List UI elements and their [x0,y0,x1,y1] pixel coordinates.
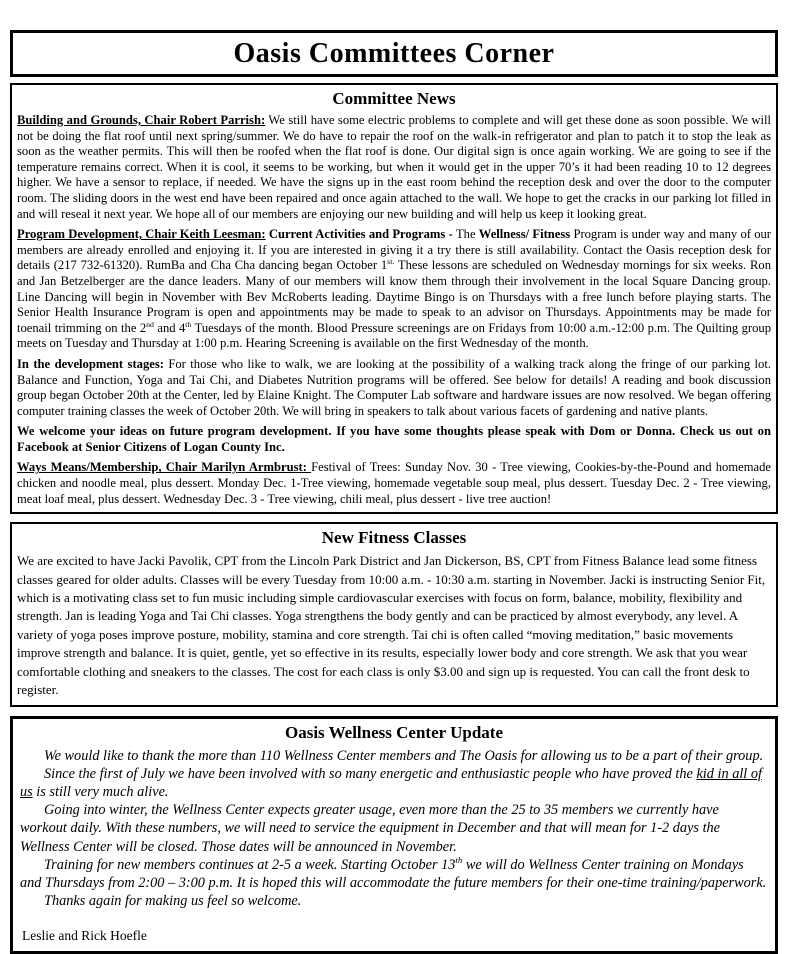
paragraph [17,357,771,419]
text-segment: In the development stages: [17,357,164,371]
text-segment: We still have some electric problems to complete and will get these done as soon possible. We will not be doing the flat roof until next spring/summer. We do have to repair the roof on the walk-in refrigerator and plan to patch it to stop the leak as soon as the weather permits. This will then be roofed when the flat roof is done. Our digital sign is once again working. We are going to see if the temperature remains correct. When it is cool, it seems to be working, but when it would get in the upper 70’s it had been reading 10 to 12 degrees higher. We have a sensor to replace, if needed. We have the signs up in the east room behind the reception desk and over the door to the computer room. The sliding doors in the west end have been repaired and once again attached to the wall. We hope to get the cracks in our parking lot filled in and will reseal it next year. We hope all of our members are enjoying our new building and will help us keep it looking great. [17,113,771,221]
paragraph [17,227,771,352]
text-segment: Building and Grounds, Chair Robert Parrish: [17,113,265,127]
paragraph [20,856,768,892]
paragraph [17,552,771,699]
text-segment: Wellness/ Fitness [479,227,574,241]
section-committee-news [10,83,778,514]
text-segment: We are excited to have Jacki Pavolik, CPT from the Lincoln Park District and Jan Dickerson, BS, CPT from Fitness Balance lead some fitness classes geared for older adults. Classes will be every Tuesday from 10:00 a.m. - 10:30 a.m. starting in November. Jacki is instructing Senior Fit, which is a motivating class set to fun music including simple cardiovascular exercises with focus on form, balance, mobility, flexibility and strength. Jan is leading Yoga and Tai Chi classes. Yoga strengthens the body gently and can be practiced by almost everybody, any level. A variety of yoga poses improve posture, mobility, stamina and core strength. Tai chi is often called “moving meditation,” basic movements improve strength and balance. It is quiet, gentle, yet so effective in its results, especially lower body and core strength. We ask that you wear comfortable clothing and sneakers to the classes. The cost for each class is only $3.00 and sign up is requested. You can call the front desk to register. [17,553,765,697]
text-segment: and 4 [154,321,185,335]
text-segment: Since the first of July we have been involved with so many energetic and enthusiastic people who have proved the [44,766,696,782]
text-segment: Training for new members continues at 2-5 a week. Starting October 13 [44,857,455,873]
committee-news-body [17,113,771,507]
text-segment: Thanks again for making us feel so welcome. [44,893,301,909]
text-segment: st. [387,257,394,266]
page-title: Oasis Committees Corner [234,38,555,70]
paragraph [17,424,771,455]
text-segment: We welcome your ideas on future program development. If you have some thoughts please speak with Dom or Donna. Check us out on Facebook at Senior Citizens of Logan County Inc. [17,424,771,454]
text-segment: th [455,855,462,865]
paragraph [20,765,768,801]
text-segment: kid in all of us [20,766,762,800]
page-title-box [10,30,778,77]
text-segment: nd [146,320,154,329]
text-segment: Ways Means/Membership, Chair Marilyn Armbrust: [17,460,311,474]
section-wellness-center-update [10,716,778,954]
paragraph [17,113,771,222]
section-new-fitness-classes [10,522,778,706]
signature: Leslie and Rick Hoefle [22,928,768,944]
text-segment: For those who like to walk, we are looking at the possibility of a walking track along the fringe of our parking lot. Balance and Function, Yoga and Tai Chi, and Diabetes Nutrition programs will be offered. See below for details! A reading and book discussion group began October 20th at the Center, led by Elaine Knight. The Computer Lab software and hardware issues are now resolved. We began offering computer training classes the week of October 20th. We will bring in speakers to talk about various facets of gardening and native plants. [17,357,771,418]
text-segment: Program is under way and many of our members are already enrolled and enjoying it. If you are interested in giving it a try there is still availability. Contact the Oasis reception desk for details (217 732-61320). RumBa and Cha Cha dancing began October 1 [17,227,771,272]
text-segment: The [456,227,479,241]
text-segment: These lessons are scheduled on Wednesday mornings for six weeks. Ron and Jan Betzelberger are the dance leaders. Many of our members will know them through their involvement in the local Square Dancing group. Line Dancing will begin in November with Bev McRoberts leading. Daytime Bingo is on Thursdays with a free lunch before playing starts. The Senior Health Insurance Program is open and appointments may be made to speak to an advisor on Thursdays. Appointments may be made for toenail trimming on the 2 [17,258,771,334]
text-segment: Going into winter, the Wellness Center expects greater usage, even more than the 25 to 35 members we currently have workout daily. With these numbers, we will need to service the equipment in December and that will mean for 1-2 days the Wellness Center will be closed. Those dates will be announced in November. [20,802,720,854]
text-segment: we will do Wellness Center training on Mondays and Thursdays from 2:00 – 3:00 p.m. It is hoped this will accommodate the future members for their one-time training/paperwork. [20,857,766,891]
text-segment: We would like to thank the more than 110 Wellness Center members and The Oasis for allowing us to be a part of their group. [44,748,763,764]
fitness-heading: New Fitness Classes [17,528,771,548]
paragraph [20,747,768,765]
text-segment: is still very much alive. [33,784,169,800]
text-segment: Program Development, Chair Keith Leesman: [17,227,266,241]
paragraph [20,892,768,910]
committee-news-heading: Committee News [17,89,771,109]
text-segment: th [185,320,191,329]
text-segment: Current Activities and Programs - [269,227,456,241]
wellness-heading: Oasis Wellness Center Update [20,723,768,743]
wellness-body [20,747,768,911]
text-segment: Festival of Trees: Sunday Nov. 30 - Tree viewing, Cookies-by-the-Pound and homemade chicken and noodle meal, plus dessert. Monday Dec. 1-Tree viewing, homemade vegetable soup meal, plus dessert. Tuesday Dec. 2 - Tree viewing, meat loaf meal, plus dessert. Wednesday Dec. 3 - Tree viewing, chili meal, plus dessert - live tree auction! [17,460,771,505]
paragraph [17,460,771,507]
fitness-body [17,552,771,699]
paragraph [20,801,768,856]
text-segment: Tuesdays of the month. Blood Pressure screenings are on Fridays from 10:00 a.m.-12:00 p.m. The Quilting group meets on Tuesday and Thursday at 1:00 p.m. Hearing Screening is available on the first Wednesday of the month. [17,321,771,351]
